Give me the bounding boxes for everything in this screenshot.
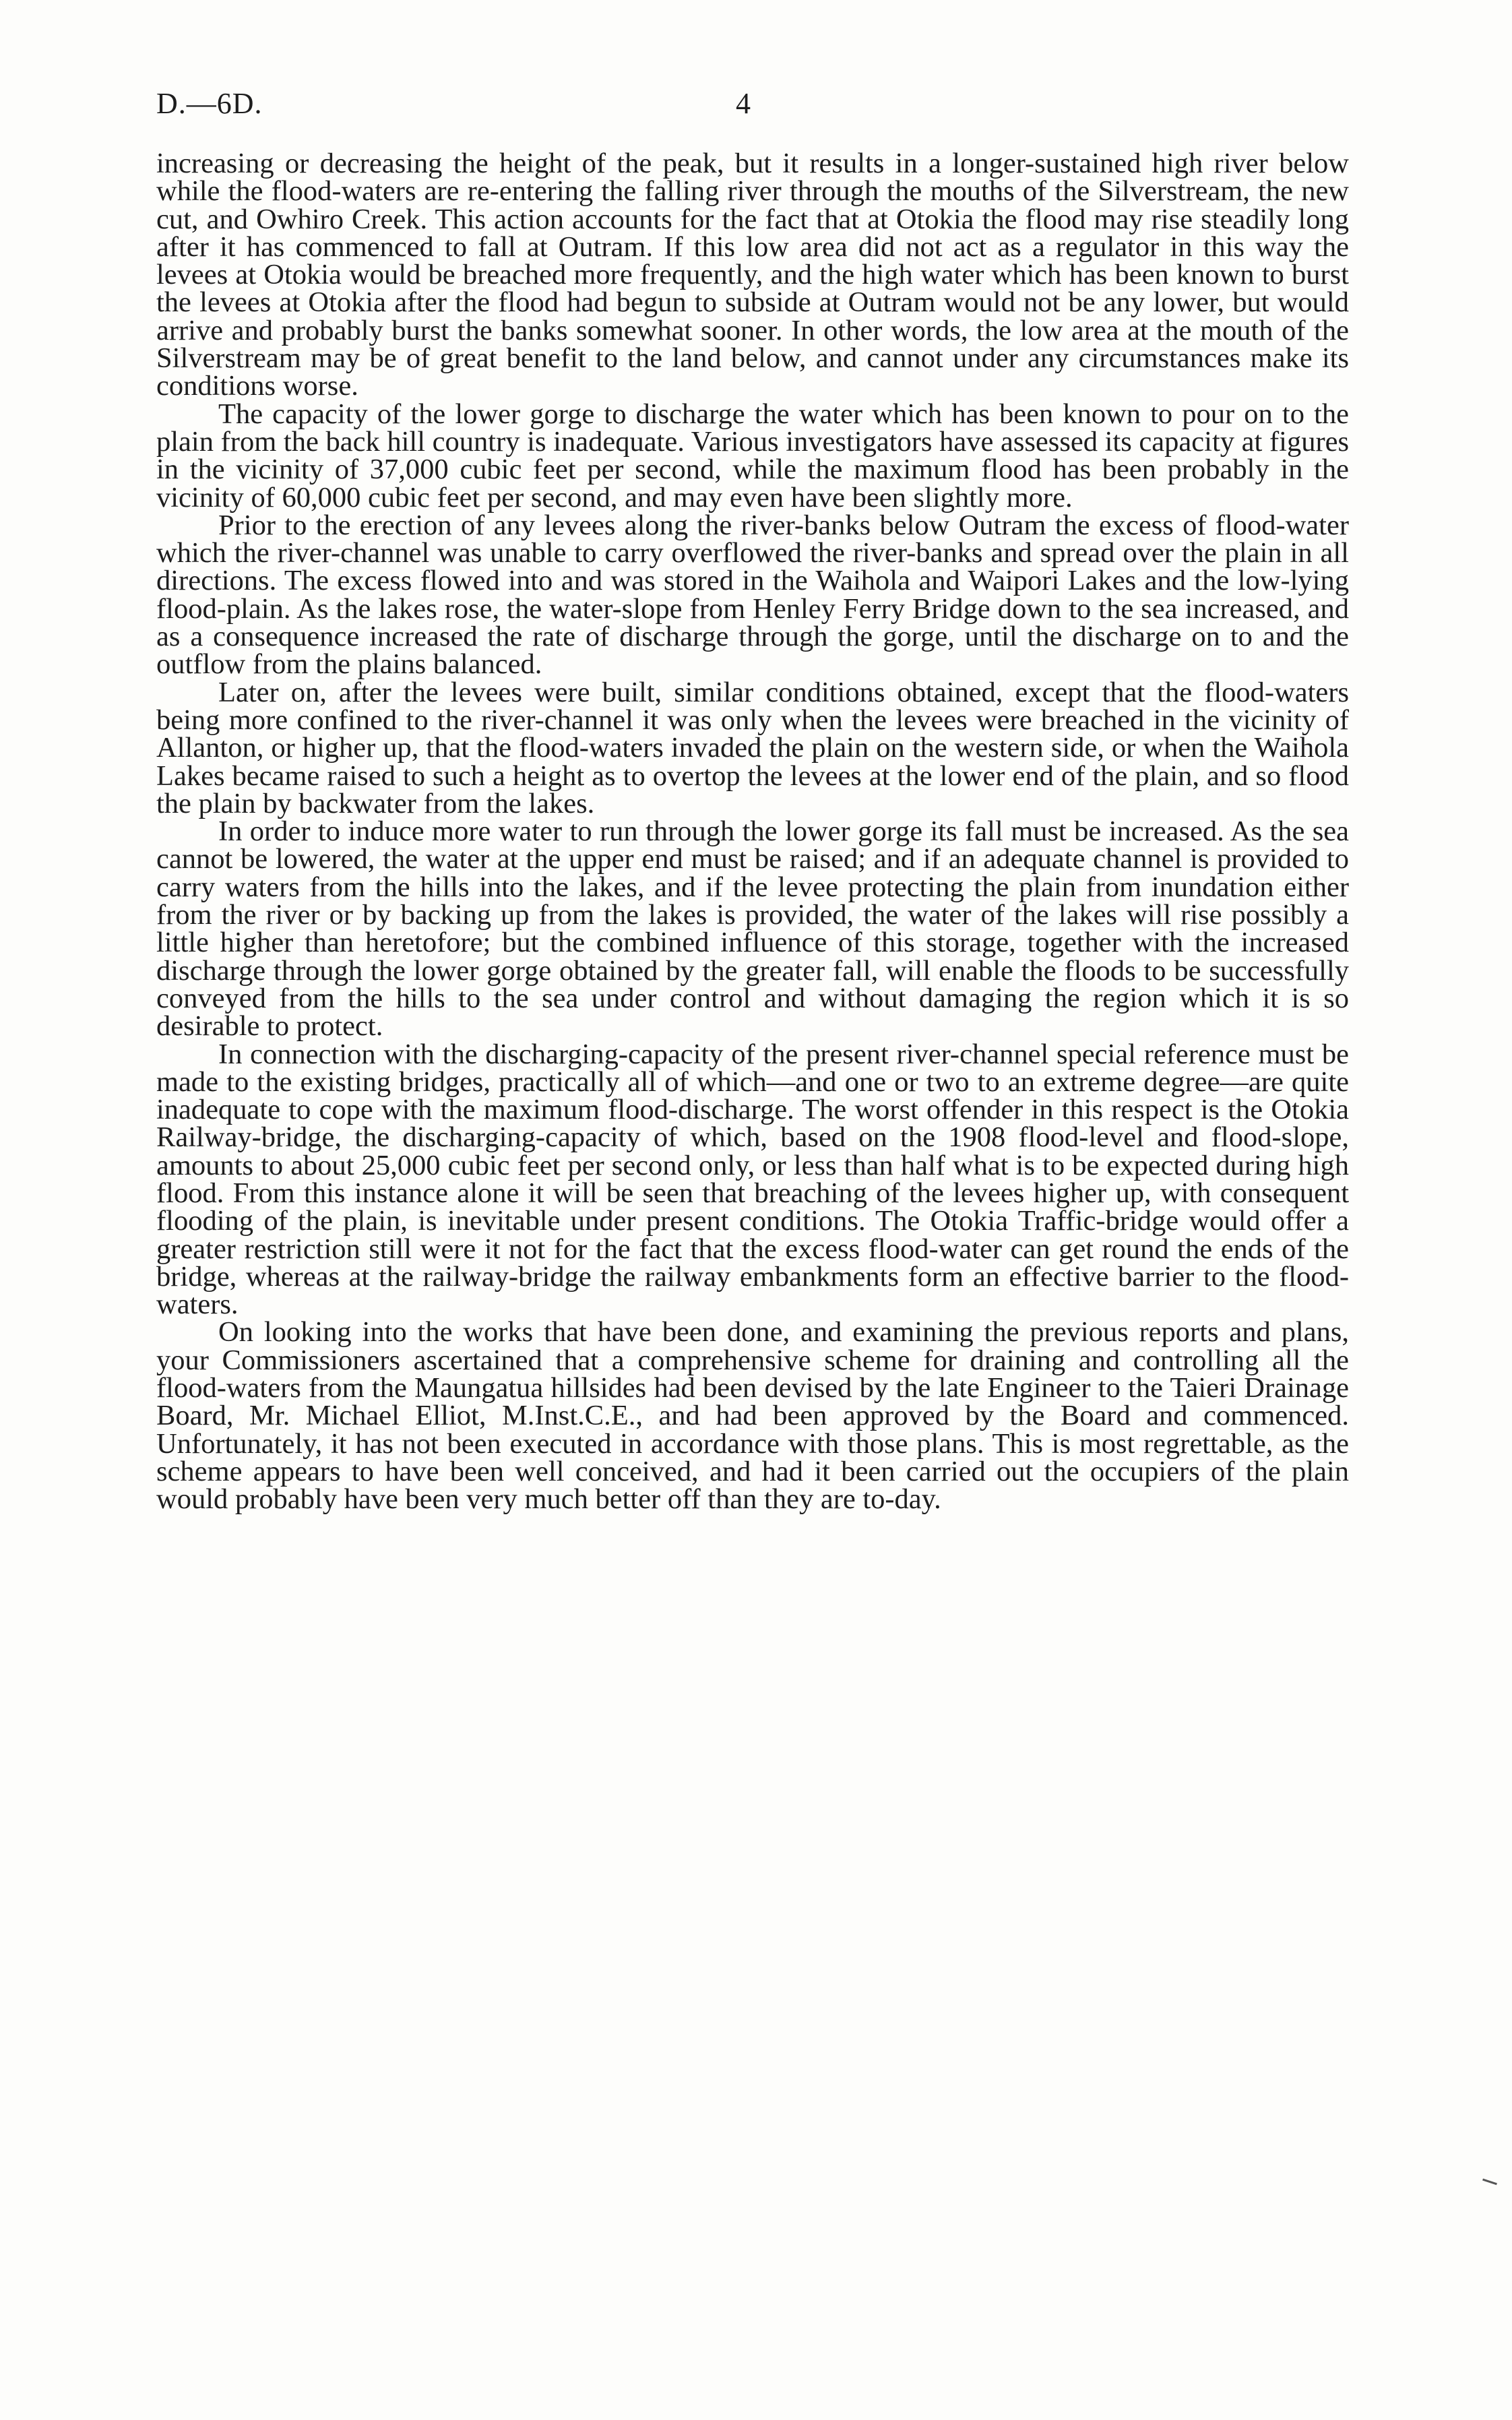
page-number: 4	[736, 87, 751, 120]
body-text	[156, 150, 1349, 1514]
paragraph-continued: increasing or decreasing the height of the peak, but it results in a longer-sustained high river below while the flood-waters are re-entering the falling river through the mouths of the Silverstream, the new cut, and Owhiro Creek. This action accounts for the fact that at Otokia the flood may rise steadily long after it has commenced to fall at Outram. If this low area did not act as a regulator in this way the levees at Otokia would be breached more frequently, and the high water which has been known to burst the levees at Otokia after the flood had begun to subside at Outram would not be any lower, but would arrive and probably burst the banks somewhat sooner. In other words, the low area at the mouth of the Silverstream may be of great benefit to the land below, and cannot under any circumstances make its conditions worse.	[156, 148, 1349, 402]
margin-mark	[1482, 2179, 1497, 2185]
running-header	[156, 86, 1349, 127]
paragraph-induce-fall: In order to induce more water to run through the lower gorge its fall must be increased. As the sea cannot be lowered, the water at the upper end must be raised; and if an adequate channel is provided to carry waters from the hills into the lakes, and if the levee protecting the plain from inundation either from the river or by backing up from the lakes is provided, the water of the lakes will rise possibly a little higher than heretofore; but the combined influence of this storage, together with the increased discharge through the lower gorge obtained by the greater fall, will enable the floods to be successfully conveyed from the hills to the sea under control and without damaging the region which it is so desirable to protect.	[156, 815, 1349, 1043]
paragraph-prior-levees: Prior to the erection of any levees along the river-banks below Outram the excess of flood-water which the river-channel was unable to carry overflowed the river-banks and spread over the plain in all directions. The excess flowed into and was stored in the Waihola and Waipori Lakes and the low-lying flood-plain. As the lakes rose, the water-slope from Henley Ferry Bridge down to the sea increased, and as a consequence increased the rate of discharge through the gorge, until the discharge on to and the outflow from the plains balanced.	[156, 509, 1349, 681]
paragraph-gorge-capacity: The capacity of the lower gorge to discharge the water which has been known to pour on to the plain from the back hill country is inadequate. Various investigators have assessed its capacity at figures in the vicinity of 37,000 cubic feet per second, while the maximum flood has been probably in the vicinity of 60,000 cubic feet per second, and may even have been slightly more.	[156, 398, 1349, 514]
paragraph-bridges: In connection with the discharging-capacity of the present river-channel special reference must be made to the existing bridges, practically all of which—and one or two to an extreme degree—are quite inadequate to cope with the maximum flood-discharge. The worst offender in this respect is the Otokia Railway-bridge, the discharging-capacity of which, based on the 1908 flood-level and flood-slope, amounts to about 25,000 cubic feet per second only, or less than half what is to be expected during high flood. From this instance alone it will be seen that breaching of the levees higher up, with consequent flooding of the plain, is inevitable under present conditions. The Otokia Traffic-bridge would offer a greater restriction still were it not for the fact that the excess flood-water can get round the ends of the bridge, whereas at the railway-bridge the railway embankments form an effective barrier to the flood-waters.	[156, 1038, 1349, 1321]
paragraph-after-levees: Later on, after the levees were built, similar conditions obtained, except that the flood-waters being more confined to the river-channel it was only when the levees were breached in the vicinity of Allanton, or higher up, that the flood-waters invaded the plain on the western side, or when the Waihola Lakes became raised to such a height as to overtop the levees at the lower end of the plain, and so flood the plain by backwater from the lakes.	[156, 676, 1349, 819]
paragraph-previous-scheme: On looking into the works that have been done, and examining the previous reports and plans, your Commissioners ascertained that a comprehensive scheme for draining and controlling all the flood-waters from the Maungatua hillsides had been devised by the late Engineer to the Taieri Drainage Board, Mr. Michael Elliot, M.Inst.C.E., and had been approved by the Board and commenced. Unfortunately, it has not been executed in accordance with those plans. This is most regrettable, as the scheme appears to have been well conceived, and had it been carried out the occupiers of the plain would probably have been very much better off than they are to-day.	[156, 1316, 1349, 1516]
document-reference: D.—6D.	[156, 87, 263, 120]
